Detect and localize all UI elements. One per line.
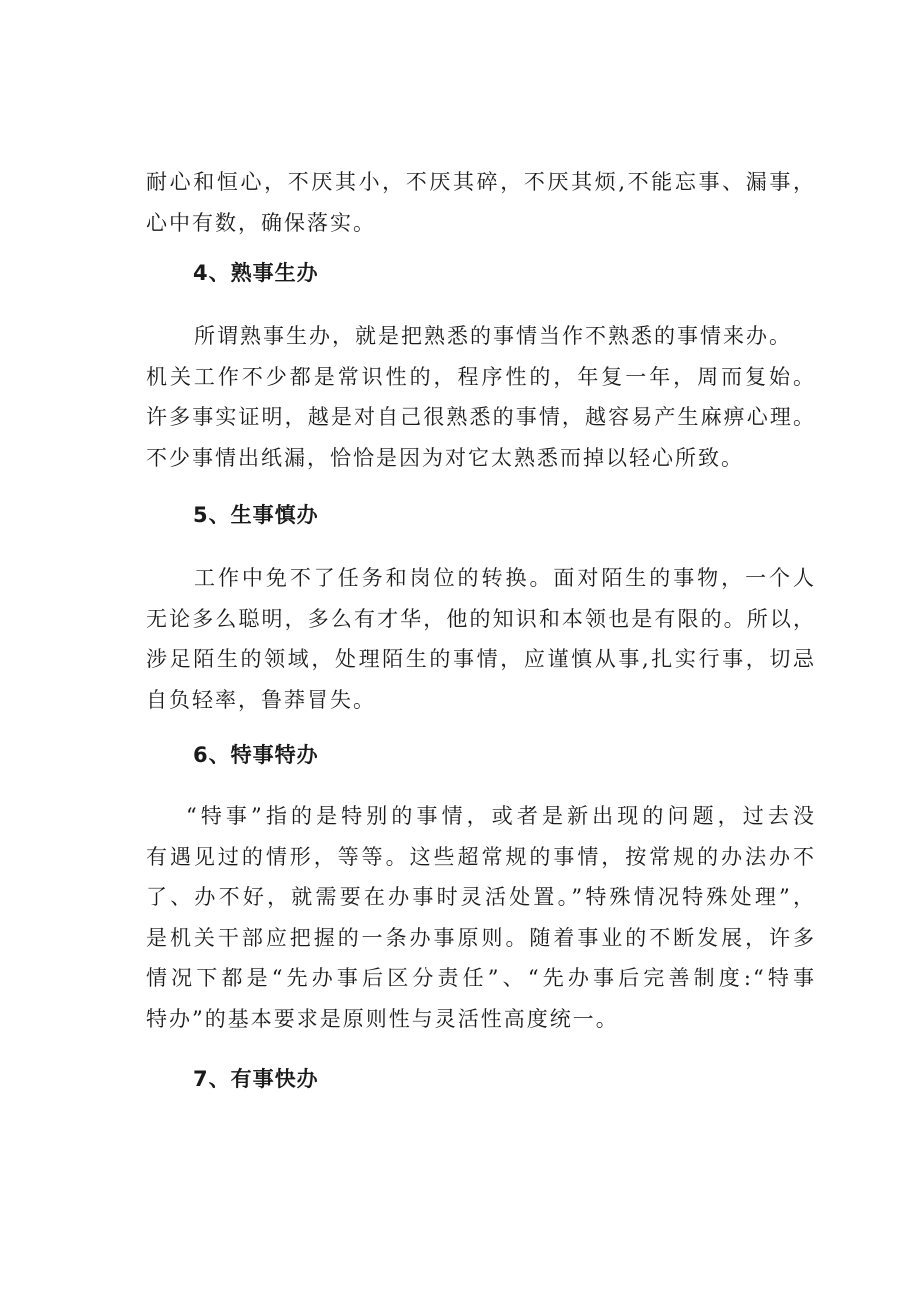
paragraph-line: 涉足陌生的领域，处理陌生的事情，应谨慎从事,扎实行事，切忌 — [146, 647, 816, 671]
paragraph-line: 机关工作不少都是常识性的，程序性的，年复一年，周而复始。 — [146, 364, 816, 389]
section-heading-7: 7、有事快办 — [193, 1067, 319, 1091]
paragraph-line: “特事”指的是特别的事情，或者是新出现的问题，过去没 — [186, 804, 816, 828]
paragraph-line: 情况下都是“先办事后区分责任”、“先办事后完善制度:“特事 — [146, 966, 816, 990]
paragraph-line: 耐心和恒心，不厌其小，不厌其碎，不厌其烦,不能忘事、漏事， — [146, 170, 816, 194]
paragraph-line: 是机关干部应把握的一条办事原则。随着事业的不断发展，许多 — [146, 925, 816, 950]
paragraph-line: 有遇见过的情形，等等。这些超常规的事情，按常规的办法办不 — [146, 844, 816, 869]
paragraph-line: 特办”的基本要求是原则性与灵活性高度统一。 — [146, 1006, 619, 1031]
paragraph-line: 心中有数，确保落实。 — [146, 210, 376, 235]
section-heading-6: 6、特事特办 — [193, 743, 319, 767]
section-heading-4: 4、熟事生办 — [193, 261, 319, 285]
paragraph-line: 许多事实证明，越是对自己很熟悉的事情，越容易产生麻痹心理。 — [146, 405, 816, 429]
section-4-paragraph — [146, 316, 816, 478]
section-heading-5: 5、生事慎办 — [193, 503, 319, 527]
intro-paragraph — [146, 162, 816, 243]
paragraph-line: 工作中免不了任务和岗位的转换。面对陌生的事物，一个人 — [194, 566, 816, 590]
section-5-paragraph — [146, 558, 816, 720]
paragraph-line: 不少事情出纸漏，恰恰是因为对它太熟悉而掉以轻心所致。 — [146, 445, 744, 470]
paragraph-line: 了、办不好，就需要在办事时灵活处置。”特殊情况特殊处理”， — [146, 885, 816, 909]
paragraph-line: 无论多么聪明，多么有才华，他的知识和本领也是有限的。所以， — [146, 606, 816, 631]
section-6-paragraph — [146, 796, 816, 1039]
paragraph-line: 所谓熟事生办，就是把熟悉的事情当作不熟悉的事情来办。 — [194, 324, 792, 348]
paragraph-line: 自负轻率，鲁莽冒失。 — [146, 687, 376, 712]
